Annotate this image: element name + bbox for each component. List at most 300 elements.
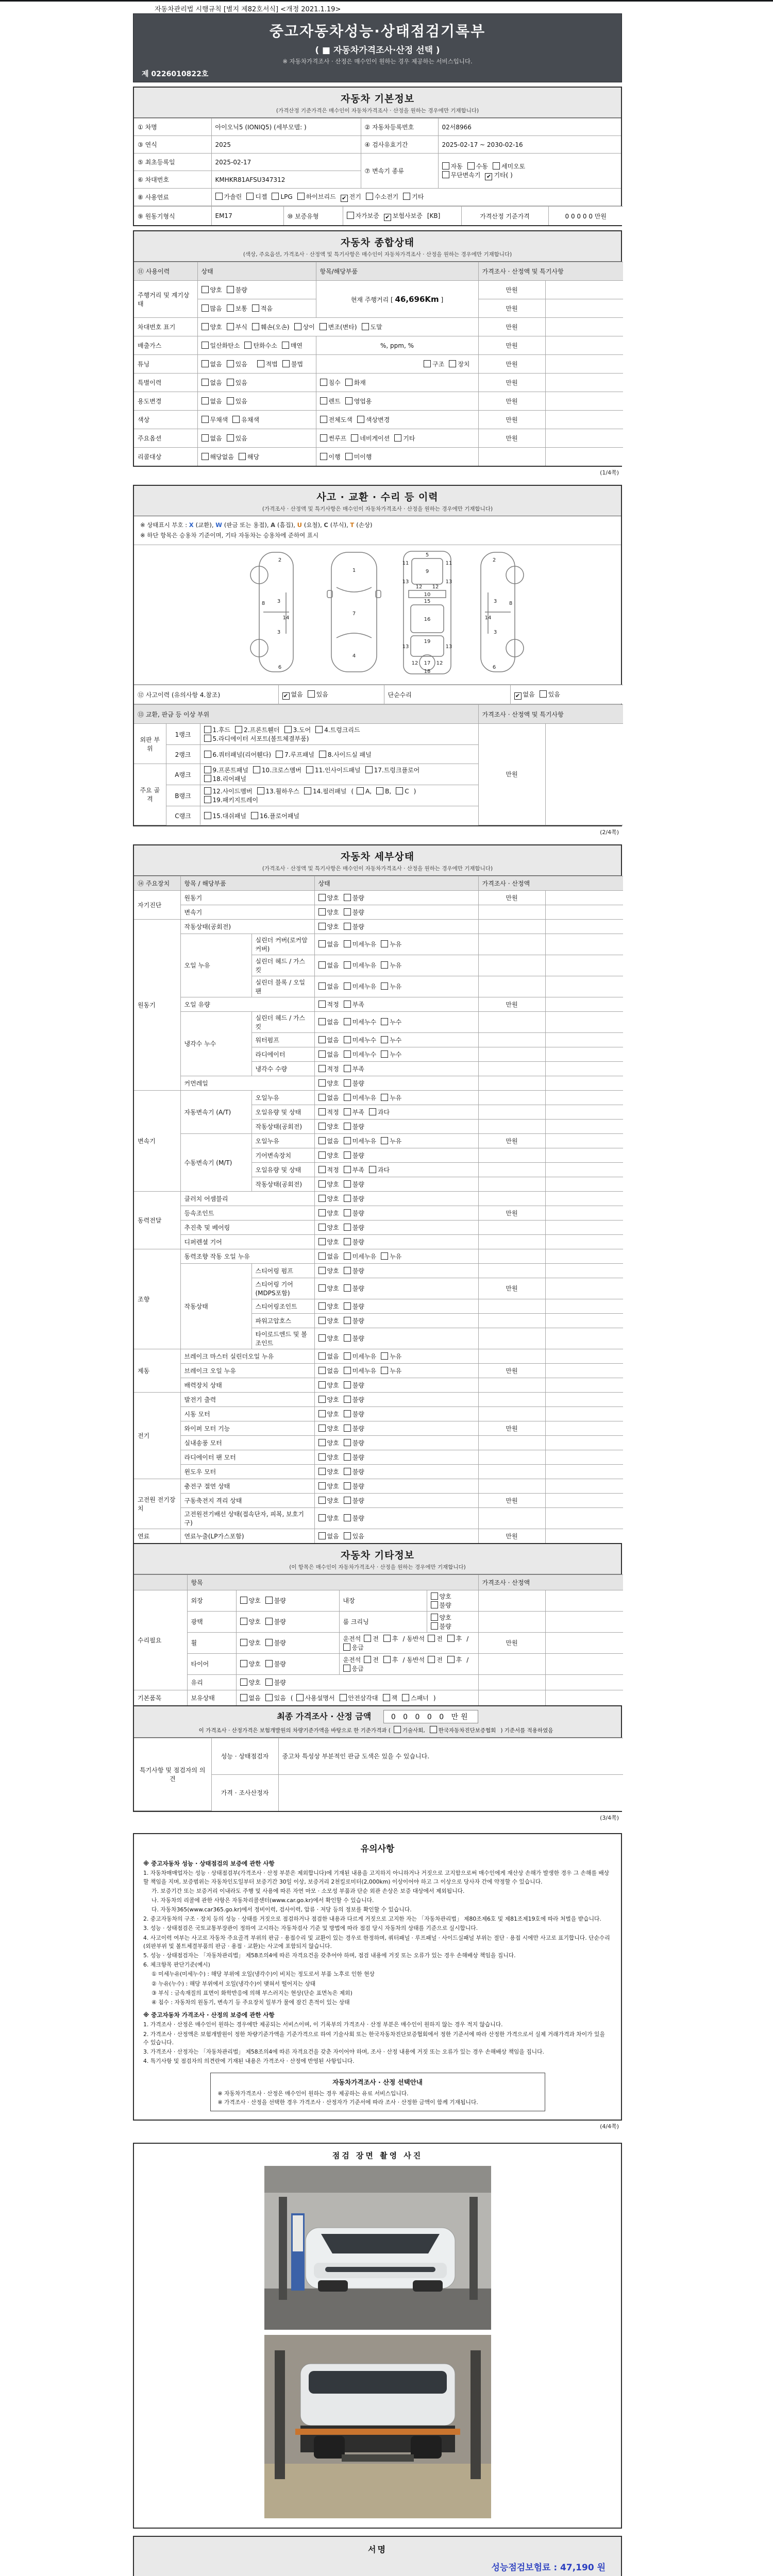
- field-value: [478, 1406, 545, 1421]
- option-label: 영업용: [354, 398, 372, 405]
- svg-text:12: 12: [415, 584, 422, 590]
- field-value: 만원: [478, 724, 545, 825]
- checkbox[interactable]: [318, 1094, 326, 1101]
- check-option: [344, 1223, 364, 1232]
- checkbox[interactable]: [344, 1195, 351, 1202]
- checkbox[interactable]: [318, 1123, 326, 1130]
- checkbox[interactable]: [201, 286, 209, 293]
- checkbox[interactable]: [204, 726, 211, 733]
- checkbox[interactable]: [344, 1094, 351, 1101]
- checkbox[interactable]: [318, 923, 326, 930]
- checkbox[interactable]: [431, 1614, 438, 1621]
- checkbox[interactable]: [201, 342, 209, 349]
- checkbox[interactable]: [204, 775, 211, 782]
- checkbox[interactable]: [343, 1665, 350, 1672]
- option-label: 썬루프: [328, 435, 347, 442]
- checkbox[interactable]: [345, 397, 352, 404]
- checkbox[interactable]: [344, 1410, 351, 1417]
- checkbox[interactable]: [318, 1018, 326, 1025]
- status-options: [314, 1177, 478, 1191]
- checkbox[interactable]: [201, 304, 209, 312]
- checkbox[interactable]: [428, 1635, 435, 1642]
- checkbox[interactable]: [215, 193, 223, 200]
- checkbox[interactable]: [442, 171, 449, 178]
- checkbox[interactable]: [344, 1453, 351, 1461]
- checkbox[interactable]: [282, 360, 290, 367]
- checkbox[interactable]: [344, 1108, 351, 1115]
- checkbox[interactable]: [282, 342, 289, 349]
- status-options: [314, 1529, 478, 1543]
- field-value: 디퍼렌셜 기어: [180, 1234, 314, 1249]
- checkbox[interactable]: [204, 812, 211, 819]
- checkbox[interactable]: [394, 1726, 401, 1733]
- checkbox[interactable]: [467, 162, 475, 170]
- check-option: [344, 1122, 364, 1131]
- checkbox[interactable]: [318, 1036, 326, 1043]
- checkbox[interactable]: [383, 1694, 390, 1701]
- checkbox[interactable]: [251, 812, 258, 819]
- field-value: [545, 374, 623, 392]
- field-label: 자기진단: [134, 890, 180, 919]
- checkbox[interactable]: [431, 1592, 438, 1600]
- svg-text:2: 2: [278, 557, 281, 564]
- checkbox[interactable]: [344, 923, 351, 930]
- checkbox[interactable]: [201, 434, 209, 442]
- checkbox[interactable]: [227, 304, 234, 312]
- checkbox[interactable]: [318, 1224, 326, 1231]
- field-value: [478, 1611, 545, 1632]
- checkbox[interactable]: [344, 1238, 351, 1245]
- check-option: [204, 725, 231, 734]
- field-label: 가격조사 · 산정액 및 특기사항: [478, 262, 623, 281]
- checkbox[interactable]: [344, 1468, 351, 1475]
- checkbox[interactable]: [204, 735, 211, 742]
- legend-desc: (부식),: [330, 521, 350, 529]
- check-option: [319, 750, 372, 759]
- check-option: [344, 1018, 376, 1026]
- checkbox[interactable]: [265, 1618, 273, 1625]
- checkbox[interactable]: [318, 1252, 326, 1260]
- checkbox[interactable]: [227, 360, 234, 367]
- checkbox[interactable]: [381, 1094, 388, 1101]
- checkbox[interactable]: [240, 1639, 247, 1646]
- text: / 동반석: [402, 1656, 425, 1664]
- checkbox[interactable]: [344, 982, 351, 990]
- checkbox[interactable]: [318, 1453, 326, 1461]
- checkbox[interactable]: [383, 1656, 391, 1663]
- checkbox[interactable]: [344, 1439, 351, 1446]
- checkbox[interactable]: [318, 1238, 326, 1245]
- checkbox[interactable]: [369, 1166, 376, 1173]
- checkbox[interactable]: [240, 1618, 247, 1625]
- checkbox[interactable]: [344, 1396, 351, 1403]
- option-label: 불량: [352, 1238, 364, 1246]
- status-options: [314, 1349, 478, 1363]
- option-label: A,: [365, 788, 372, 795]
- checkbox[interactable]: [318, 1137, 326, 1144]
- checkbox[interactable]: [344, 1302, 351, 1310]
- checkbox[interactable]: [381, 982, 388, 990]
- checkbox[interactable]: [381, 1252, 388, 1260]
- checkbox[interactable]: [227, 434, 234, 442]
- checkbox[interactable]: [318, 1532, 326, 1539]
- checkbox[interactable]: [318, 1425, 326, 1432]
- checkbox[interactable]: [344, 1123, 351, 1130]
- checkbox[interactable]: [304, 787, 311, 794]
- checkbox[interactable]: [239, 453, 246, 460]
- field-value: 2025-02-17 ~ 2030-02-16: [438, 136, 621, 154]
- checkbox[interactable]: [318, 1439, 326, 1446]
- checkbox[interactable]: [272, 193, 279, 200]
- svg-text:13: 13: [402, 644, 409, 650]
- checkbox[interactable]: [340, 1694, 347, 1701]
- field-value: [545, 1421, 623, 1435]
- checkbox[interactable]: [240, 1679, 247, 1686]
- option-label: 수소전기: [374, 193, 399, 200]
- checkbox[interactable]: [447, 1656, 455, 1663]
- checkbox[interactable]: [344, 894, 351, 901]
- field-label: 특기사항 및 점검자의 의견: [134, 1738, 211, 1811]
- status-options: [316, 392, 478, 411]
- checkbox[interactable]: [308, 690, 315, 698]
- checkbox[interactable]: [431, 1622, 438, 1630]
- checkbox[interactable]: [357, 416, 364, 423]
- checkbox[interactable]: [244, 342, 251, 349]
- checkbox[interactable]: [430, 1726, 437, 1733]
- checkbox[interactable]: [265, 1679, 273, 1686]
- checkbox[interactable]: [318, 1001, 326, 1008]
- check-option: [344, 1532, 364, 1540]
- checkbox[interactable]: [344, 1514, 351, 1521]
- checkbox[interactable]: [246, 193, 254, 200]
- checkbox[interactable]: [344, 1352, 351, 1360]
- checkbox[interactable]: [344, 1050, 351, 1058]
- checkbox[interactable]: [345, 453, 352, 460]
- option-label: 없음: [327, 1252, 339, 1260]
- checkbox[interactable]: [381, 940, 388, 947]
- checkbox[interactable]: [362, 323, 369, 330]
- text: ): [413, 788, 416, 795]
- option-label: 불량: [274, 1679, 286, 1686]
- checkbox[interactable]: [306, 766, 313, 773]
- checkbox[interactable]: [318, 1108, 326, 1115]
- checkbox[interactable]: [204, 796, 211, 803]
- checkbox[interactable]: [365, 766, 373, 773]
- check-option: [344, 1334, 364, 1343]
- checkbox[interactable]: [318, 1396, 326, 1403]
- checkbox[interactable]: [265, 1597, 273, 1604]
- checkbox[interactable]: [252, 304, 259, 312]
- status-options: [197, 299, 316, 318]
- checkbox[interactable]: [318, 1180, 326, 1188]
- checkbox[interactable]: [381, 1137, 388, 1144]
- option-label: 없음: [327, 1367, 339, 1375]
- field-value: 냉각수 수량: [251, 1061, 314, 1076]
- checkbox[interactable]: [201, 323, 209, 330]
- checkbox[interactable]: [320, 434, 327, 442]
- option-label: 없음: [291, 690, 303, 698]
- field-value: KMHKR81AFSU347312: [211, 171, 361, 189]
- option-label: 양호: [327, 908, 339, 916]
- checkbox[interactable]: [493, 162, 500, 170]
- checkbox[interactable]: ✔: [282, 692, 290, 700]
- checkbox[interactable]: [369, 1108, 376, 1115]
- option-label: 상이: [303, 324, 315, 331]
- checkbox[interactable]: [344, 1284, 351, 1292]
- option-label: 후: [456, 1656, 462, 1664]
- checkbox[interactable]: [344, 1065, 351, 1072]
- checkbox[interactable]: [318, 1050, 326, 1058]
- checkbox[interactable]: [227, 379, 234, 386]
- checkbox[interactable]: [344, 1334, 351, 1342]
- field-value: 광택: [187, 1611, 236, 1632]
- checkbox[interactable]: [315, 726, 323, 733]
- check-option: [318, 1165, 339, 1174]
- checkbox[interactable]: [447, 1635, 455, 1642]
- checkbox[interactable]: [318, 1166, 326, 1173]
- check-option: [341, 192, 361, 202]
- check-option: [201, 434, 222, 443]
- status-options: [314, 905, 478, 919]
- checkbox[interactable]: [318, 1482, 326, 1489]
- checkbox[interactable]: [320, 397, 327, 404]
- checkbox[interactable]: [318, 1267, 326, 1274]
- checkbox[interactable]: [276, 751, 283, 758]
- checkbox[interactable]: [344, 961, 351, 969]
- checkbox[interactable]: [318, 908, 326, 916]
- checkbox[interactable]: [227, 397, 234, 404]
- field-value: 만원: [478, 1133, 545, 1148]
- checkbox[interactable]: [318, 1284, 326, 1292]
- checkbox[interactable]: [449, 360, 456, 367]
- checkbox[interactable]: [381, 1352, 388, 1360]
- accident-note2: ※ 하단 항목은 승용차 기준이며, 기타 자동차는 승용차에 준하여 표시: [140, 531, 319, 539]
- checkbox[interactable]: [201, 397, 209, 404]
- checkbox[interactable]: [318, 1468, 326, 1475]
- checkbox[interactable]: [319, 751, 326, 758]
- checkbox[interactable]: [344, 1036, 351, 1043]
- checkbox[interactable]: [344, 1425, 351, 1432]
- checkbox[interactable]: [240, 1694, 247, 1701]
- checkbox[interactable]: [201, 360, 209, 367]
- checkbox[interactable]: [396, 787, 403, 794]
- text: /: [466, 1656, 469, 1664]
- checkbox[interactable]: [344, 908, 351, 916]
- checkbox[interactable]: [297, 193, 305, 200]
- check-option: [318, 1438, 339, 1447]
- check-option: [318, 922, 339, 931]
- checkbox[interactable]: [318, 1079, 326, 1087]
- checkbox[interactable]: [204, 766, 211, 773]
- checkbox[interactable]: ✔: [514, 692, 522, 700]
- field-value: 만원: [478, 1206, 545, 1220]
- option-label: 5.라디에이터 서포트(볼트체결부품): [212, 735, 309, 743]
- checkbox[interactable]: [357, 787, 364, 794]
- checkbox[interactable]: [318, 982, 326, 990]
- check-option: [318, 1532, 339, 1540]
- checkbox[interactable]: [227, 323, 234, 330]
- checkbox[interactable]: [240, 1660, 247, 1667]
- checkbox[interactable]: [318, 1352, 326, 1360]
- checkbox[interactable]: [265, 1639, 273, 1646]
- checkbox[interactable]: [345, 379, 352, 386]
- checkbox[interactable]: [344, 1079, 351, 1087]
- checkbox[interactable]: [344, 1267, 351, 1274]
- checkbox[interactable]: [318, 894, 326, 901]
- check-option: [265, 1596, 286, 1605]
- checkbox[interactable]: [428, 1656, 435, 1663]
- checkbox[interactable]: [344, 1166, 351, 1173]
- checkbox[interactable]: ✔: [384, 214, 391, 221]
- checkbox[interactable]: [383, 1635, 391, 1642]
- checkbox[interactable]: [344, 1224, 351, 1231]
- field-value: 만원: [478, 374, 545, 392]
- checkbox[interactable]: [318, 1497, 326, 1504]
- checkbox[interactable]: [376, 787, 383, 794]
- checkbox[interactable]: [318, 1367, 326, 1374]
- checkbox[interactable]: [318, 1195, 326, 1202]
- checkbox[interactable]: [540, 690, 547, 698]
- checkbox[interactable]: [344, 1252, 351, 1260]
- status-options: [314, 1011, 478, 1032]
- checkbox[interactable]: [320, 323, 327, 330]
- checkbox[interactable]: [344, 1532, 351, 1539]
- checkbox[interactable]: [318, 1410, 326, 1417]
- checkbox[interactable]: [257, 360, 264, 367]
- checkbox[interactable]: [204, 787, 211, 794]
- checkbox[interactable]: [344, 1317, 351, 1324]
- option-label: 13.휠하우스: [265, 788, 299, 795]
- checkbox[interactable]: [364, 1656, 371, 1663]
- checkbox[interactable]: [381, 961, 388, 969]
- checkbox[interactable]: [318, 1302, 326, 1310]
- checkbox[interactable]: [201, 416, 209, 423]
- checkbox[interactable]: [381, 1018, 388, 1025]
- checkbox[interactable]: [344, 1482, 351, 1489]
- checkbox[interactable]: [381, 1050, 388, 1058]
- checkbox[interactable]: [344, 1367, 351, 1374]
- checkbox[interactable]: [253, 766, 260, 773]
- checkbox[interactable]: [318, 1209, 326, 1216]
- field-value: [545, 1611, 623, 1632]
- checkbox[interactable]: [344, 940, 351, 947]
- checkbox[interactable]: [344, 1180, 351, 1188]
- checkbox[interactable]: [284, 726, 292, 733]
- checkbox[interactable]: [257, 787, 264, 794]
- checkbox[interactable]: [294, 323, 301, 330]
- svg-text:6: 6: [278, 665, 281, 671]
- checkbox[interactable]: [318, 1381, 326, 1388]
- svg-text:3: 3: [493, 599, 497, 605]
- option-label: 기타: [412, 193, 424, 200]
- checkbox[interactable]: [318, 961, 326, 969]
- svg-text:19: 19: [424, 639, 430, 645]
- option-label: 미세누유: [352, 1252, 377, 1260]
- checkbox[interactable]: [344, 1381, 351, 1388]
- field-value: 실린더 헤드 / 가스킷: [251, 1011, 314, 1032]
- checkbox[interactable]: [394, 434, 401, 442]
- checkbox[interactable]: ✔: [341, 195, 348, 202]
- checkbox[interactable]: [364, 1635, 371, 1642]
- checkbox[interactable]: [227, 286, 234, 293]
- checkbox[interactable]: [343, 1643, 350, 1651]
- page-marker-3: (3/4쪽): [600, 1815, 619, 1822]
- notices-title: 유의사항: [360, 1844, 395, 1855]
- checkbox[interactable]: [318, 940, 326, 947]
- option-label: 많음: [210, 305, 222, 312]
- check-option: [320, 452, 341, 461]
- checkbox[interactable]: ✔: [485, 173, 492, 180]
- checkbox[interactable]: [344, 1209, 351, 1216]
- checkbox[interactable]: [265, 1694, 273, 1701]
- checkbox[interactable]: [204, 751, 211, 758]
- notice-line: 4. 사고이력 여부는 사고로 자동차 주요골격 부위의 판금 · 용접수리 및 교환이 있는 경우로 한정하며, 쿼터패널 · 루프패널 · 사이드실패널 부위는 절단 · 용접 시에만 사고로 표기합니다. 단순수리(외판부위 및 볼트체결부품의 판금 · 용접 · 교환)는 사고에 포함되지 않습니다.: [143, 1934, 610, 1950]
- checkbox[interactable]: [320, 453, 327, 460]
- checkbox[interactable]: [344, 1137, 351, 1144]
- notice-line: ※ 중고자동차 가격조사 · 산정의 보증에 관한 사항: [143, 2011, 275, 2019]
- checkbox[interactable]: [403, 193, 410, 200]
- checkbox[interactable]: [318, 1317, 326, 1324]
- section-title: 자동차 기본정보: [340, 93, 415, 105]
- svg-text:12: 12: [411, 660, 418, 667]
- checkbox[interactable]: [344, 1497, 351, 1504]
- option-label: 양호: [327, 1515, 339, 1522]
- checkbox[interactable]: [318, 1514, 326, 1521]
- checkbox[interactable]: [320, 379, 327, 386]
- checkbox[interactable]: [296, 1694, 304, 1701]
- option-label: 보통: [235, 305, 247, 312]
- checkbox[interactable]: [318, 1334, 326, 1342]
- status-options: [314, 955, 478, 976]
- checkbox[interactable]: [320, 416, 327, 423]
- notice-line: 5. 성능 · 상태점검자는 「자동차관리법」 제58조의4에 따른 자격요건을 갖추어야 하며, 점검 내용에 거짓 또는 오류가 있는 경우 손해배상 책임을 집니다.: [143, 1952, 516, 1959]
- checkbox[interactable]: [442, 162, 449, 170]
- checkbox[interactable]: [265, 1660, 273, 1667]
- check-option: [344, 893, 364, 902]
- checkbox[interactable]: [344, 1001, 351, 1008]
- checkbox[interactable]: [381, 1036, 388, 1043]
- checkbox[interactable]: [347, 212, 354, 219]
- checkbox[interactable]: [366, 193, 373, 200]
- check-option: [344, 1424, 364, 1433]
- checkbox[interactable]: [235, 726, 242, 733]
- checkbox[interactable]: [201, 379, 209, 386]
- checkbox[interactable]: [318, 1151, 326, 1159]
- check-option: [253, 766, 301, 774]
- check-option: [344, 1093, 376, 1102]
- checkbox[interactable]: [402, 1694, 409, 1701]
- option-label: 1.후드: [212, 726, 231, 734]
- checkbox[interactable]: [318, 1065, 326, 1072]
- field-value: [545, 1177, 623, 1191]
- field-value: [545, 1450, 623, 1464]
- field-value: [545, 955, 623, 976]
- checkbox[interactable]: [240, 1597, 247, 1604]
- checkbox[interactable]: [344, 1018, 351, 1025]
- checkbox[interactable]: [252, 323, 259, 330]
- checkbox[interactable]: [424, 360, 431, 367]
- checkbox[interactable]: [381, 1367, 388, 1374]
- checkbox[interactable]: [351, 434, 358, 442]
- option-label: 일산화탄소: [210, 342, 240, 349]
- checkbox[interactable]: [232, 416, 240, 423]
- check-option: [344, 1352, 376, 1361]
- checkbox[interactable]: [201, 453, 209, 460]
- option-label: 불량: [352, 1180, 364, 1188]
- checkbox[interactable]: [344, 1151, 351, 1159]
- checkbox[interactable]: [431, 1601, 438, 1608]
- field-value: 타이로드엔드 및 볼 조인트: [251, 1328, 314, 1349]
